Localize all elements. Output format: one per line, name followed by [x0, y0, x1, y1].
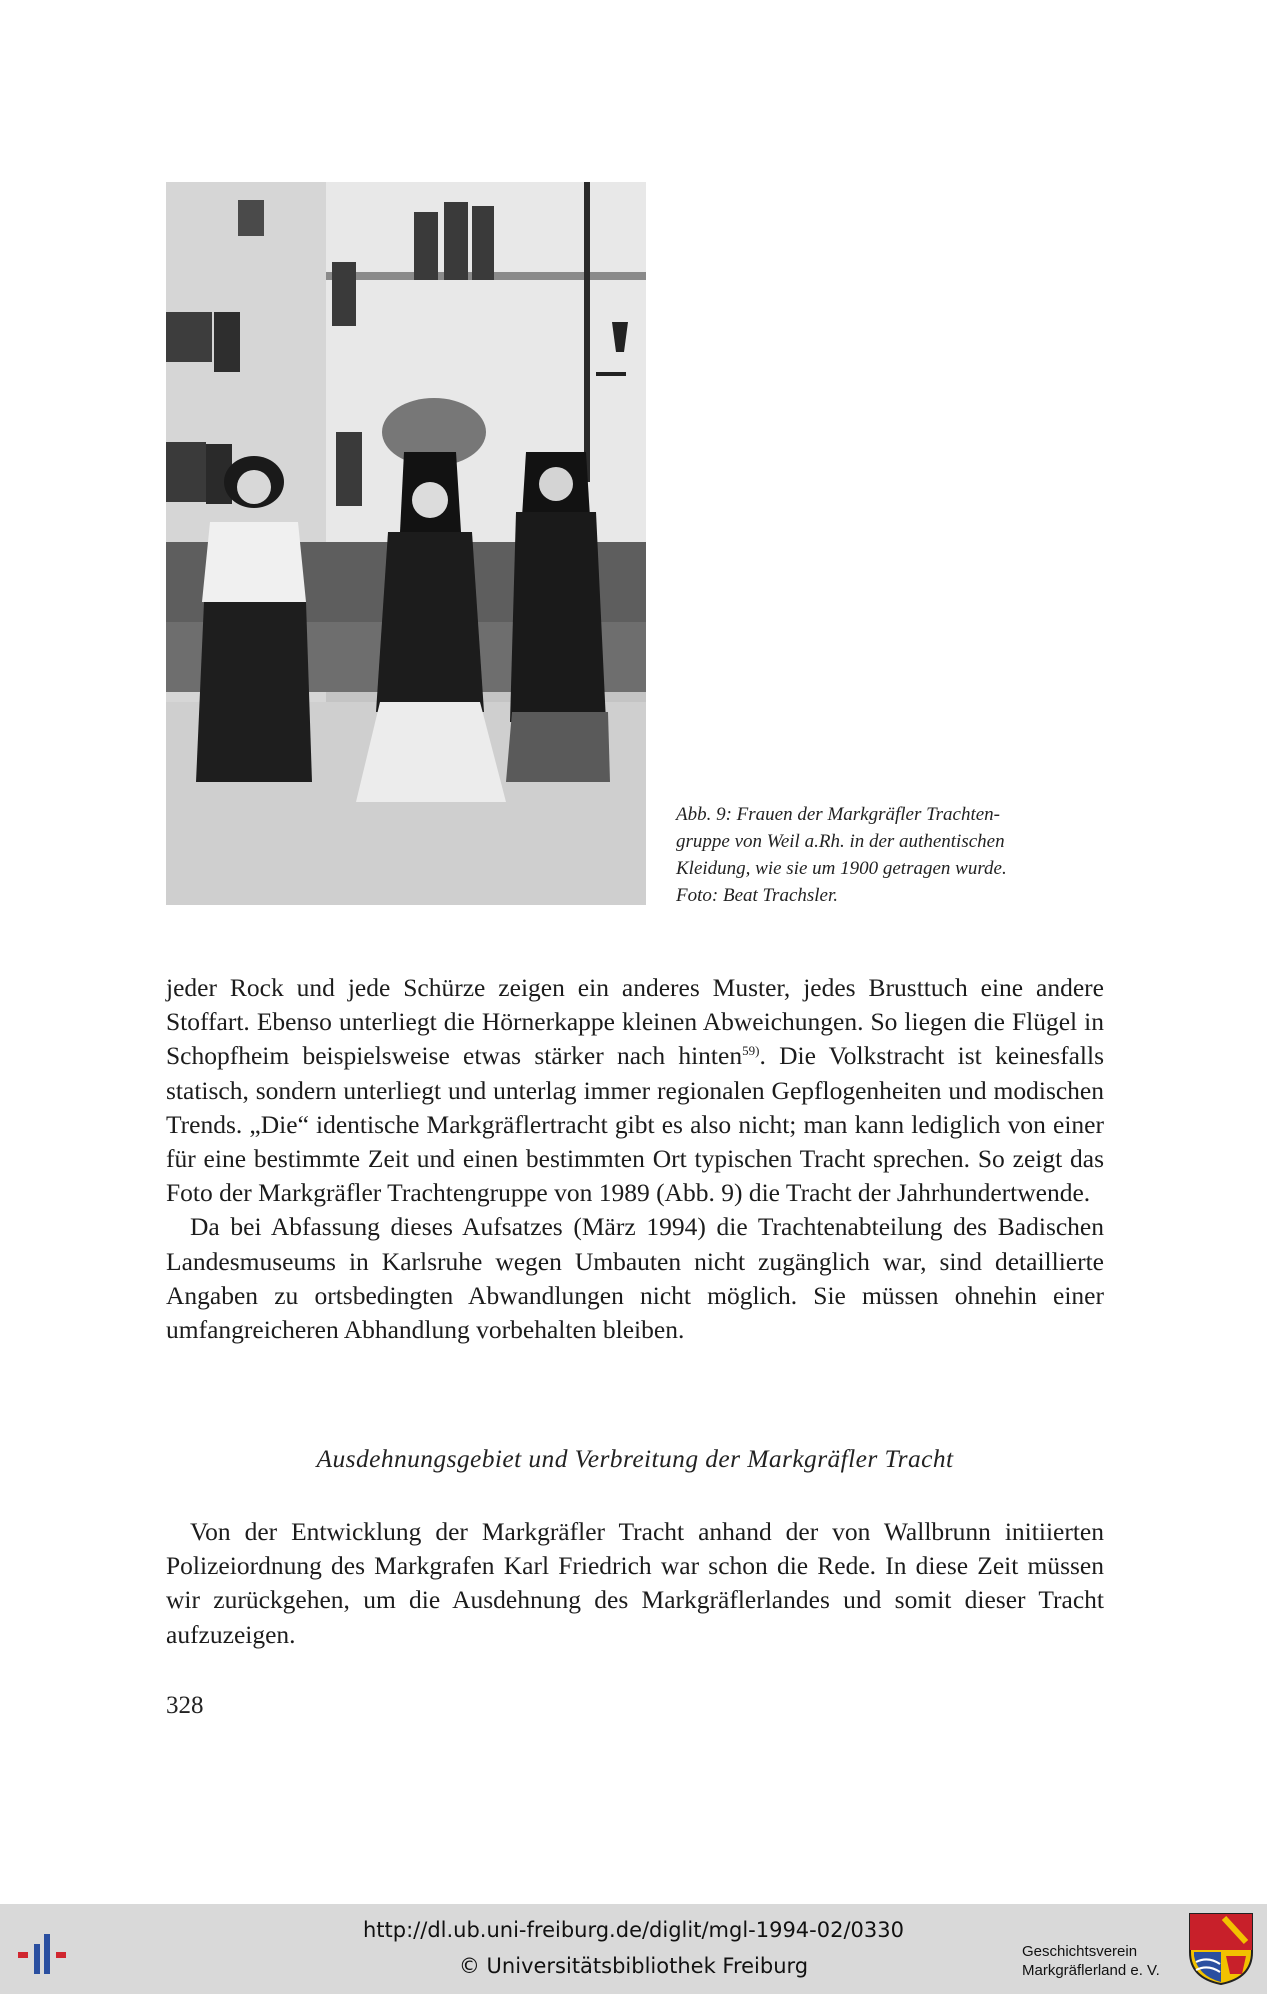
caption-line: Abb. 9: Frauen der Markgräfler Trachten- [676, 804, 1001, 825]
photo-three-women-traditional-costume [166, 182, 646, 905]
paragraph: Da bei Abfassung dieses Aufsatzes (März 1994) die Trachtenabteilung des Badischen Landesmuseums in Karlsruhe wegen Umbauten nicht zugänglich war, sind detaillierte Angaben zu ortsbedingten Abwandlungen nicht möglich. Sie müssen ohnehin einer umfangreicheren Abhandlung vorbehalten bleiben. [166, 1212, 1104, 1345]
page-number: 328 [166, 1692, 204, 1719]
footer-bar [0, 1904, 1267, 1994]
paragraph-text: . Die Volkstracht ist keinesfalls statisch, sondern unterliegt und unterlag immer regionalen Gepflogenheiten und modischen Trends. „Die“ identische Markgräflertracht gibt es also nicht; man kann lediglich von einer für eine bestimmte Zeit und einen bestimmten Ort typischen Tracht sprechen. So zeigt das Foto der Markgräfler Trachtengruppe von 1989 (Abb. 9) die Tracht der Jahrhundertwende. [166, 1041, 1104, 1208]
caption-line: Kleidung, wie sie um 1900 getragen wurde. [676, 858, 1007, 879]
figure-caption [676, 801, 1086, 909]
paragraph-text: jeder Rock und jede Schürze zeigen ein anderes Muster, jedes Brusttuch eine andere Stoffart. Ebenso unterliegt die Hörnerkappe kleinen Abweichungen. So liegen die Flügel in Schopfheim beispielsweise etwas stärker nach hinten [166, 973, 1104, 1071]
body-text [166, 971, 1104, 1347]
caption-line: Foto: Beat Trachsler. [676, 885, 839, 906]
paragraph: Von der Entwicklung der Markgräfler Tracht anhand der von Wallbrunn initiierten Polizeiordnung des Markgrafen Karl Friedrich war schon die Rede. In diese Zeit müssen wir zurückgehen, um die Ausdehnung des Markgräflerlandes und somit dieser Tracht aufzuzeigen. [166, 1517, 1104, 1649]
society-line: Markgräflerland e. V. [1022, 1962, 1160, 1979]
paragraph [166, 971, 1104, 1210]
coat-of-arms-icon [1188, 1912, 1254, 1986]
body-text [166, 1515, 1104, 1652]
figure-photo [166, 182, 646, 905]
section-heading: Ausdehnungsgebiet und Verbreitung der Markgräfler Tracht [316, 1444, 954, 1473]
society-line: Geschichtsverein [1022, 1943, 1138, 1960]
footnote-ref: 59) [742, 1043, 760, 1059]
copyright-notice: © Universitätsbibliothek Freiburg [458, 1954, 809, 1978]
society-name [1022, 1942, 1182, 1980]
caption-line: gruppe von Weil a.Rh. in der authentischen [676, 831, 1005, 852]
document-url-link[interactable]: http://dl.ub.uni-freiburg.de/diglit/mgl-1994-02/0330 [362, 1918, 904, 1942]
